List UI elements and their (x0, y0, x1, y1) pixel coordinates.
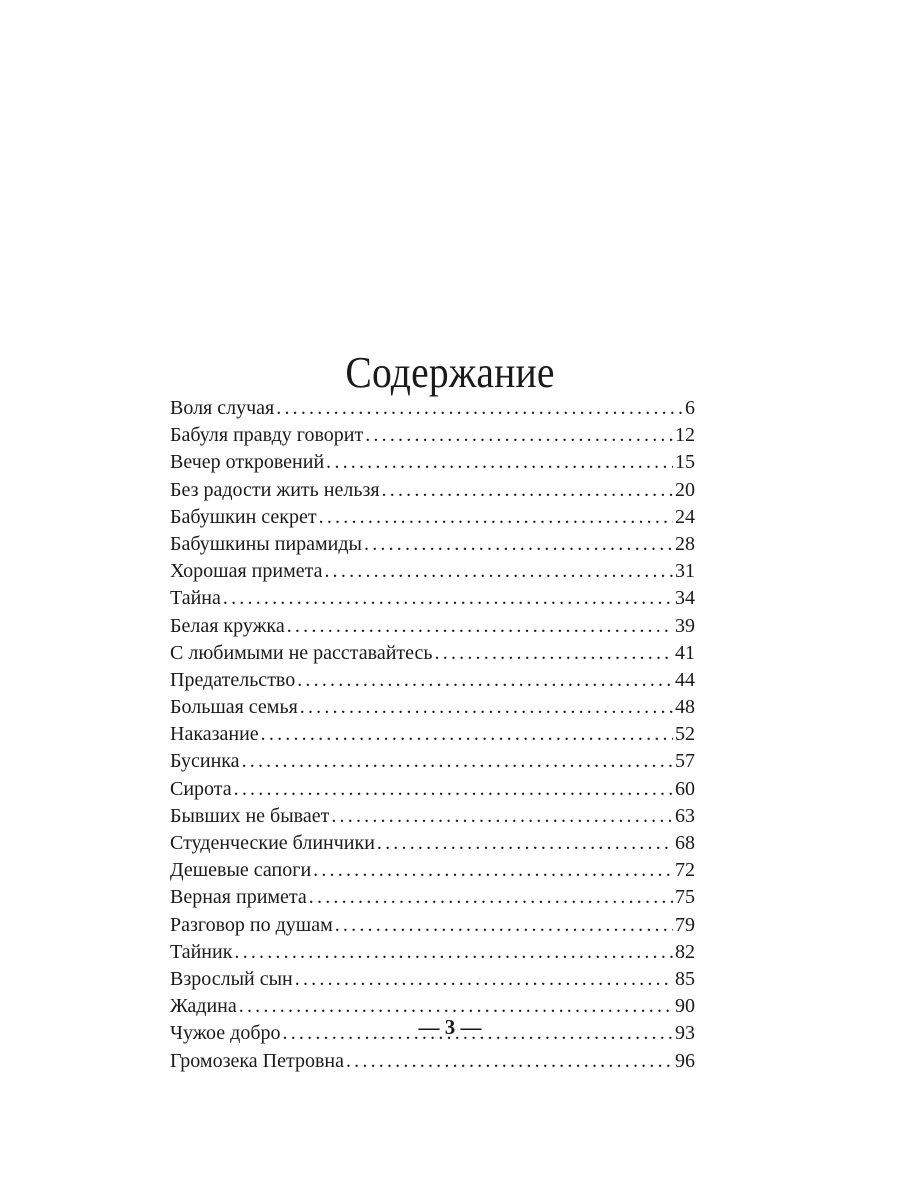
toc-entry (170, 776, 695, 803)
toc-entry-page: 39 (675, 614, 695, 637)
toc-entry-title: Воля случая (170, 397, 275, 419)
dot-leader (313, 857, 673, 884)
toc-entry-page: 6 (685, 397, 695, 419)
toc-entry (170, 449, 695, 476)
toc-entry-title: Бывших не бывает (170, 804, 330, 827)
toc-entry-page: 75 (675, 886, 695, 909)
dot-leader (242, 748, 673, 775)
toc-entry (170, 884, 695, 911)
toc-entry-title: Тайна (170, 587, 221, 610)
toc-entry-page: 31 (675, 560, 695, 583)
toc-entry (170, 613, 695, 640)
toc-entry-page: 28 (675, 532, 695, 555)
toc-entry-title: Хорошая примета (170, 560, 323, 583)
toc-entry (170, 640, 695, 667)
toc-entry (170, 504, 695, 531)
toc-entry-title: Дешевые сапоги (170, 859, 312, 882)
toc-entry-page: 41 (675, 641, 695, 664)
toc-entry (170, 803, 695, 830)
toc-entry-title: Бабушкины пирамиды (170, 532, 362, 555)
toc-entry (170, 748, 695, 775)
toc-entry-title: Громозека Петровна (170, 1049, 344, 1072)
toc-entry-title: Жадина (170, 995, 237, 1018)
dot-leader (297, 667, 673, 694)
toc-entry-page: 20 (675, 478, 695, 501)
toc-entry-page: 44 (675, 668, 695, 691)
toc-entry-page: 15 (675, 451, 695, 474)
toc-entry-page: 12 (675, 424, 695, 447)
toc-entry-page: 63 (675, 804, 695, 827)
toc-entry-page: 48 (675, 696, 695, 719)
toc-entry-title: Бабушкин секрет (170, 505, 317, 528)
toc-entry-page: 85 (675, 967, 695, 990)
dot-leader (346, 1048, 673, 1075)
toc-entry-page: 34 (675, 587, 695, 610)
dot-leader (335, 912, 673, 939)
toc-entry-title: Разговор по душам (170, 913, 333, 936)
toc-entry-title: Тайник (170, 940, 233, 963)
dot-leader (435, 640, 673, 667)
page-title: Содержание (345, 348, 555, 398)
toc-entry-page: 24 (675, 505, 695, 528)
dot-leader (234, 776, 673, 803)
toc-entry (170, 912, 695, 939)
dot-leader (276, 395, 683, 422)
toc-entry-title: С любимыми не расставайтесь (170, 641, 433, 664)
toc-entry-title: Верная примета (170, 886, 307, 909)
dot-leader (261, 721, 673, 748)
toc-entry-page: 52 (675, 723, 695, 746)
toc-entry-title: Бусинка (170, 750, 240, 773)
toc-entry (170, 694, 695, 721)
dot-leader (377, 830, 673, 857)
dot-leader (309, 884, 673, 911)
toc-entry-title: Предательство (170, 668, 296, 691)
toc-entry (170, 531, 695, 558)
page-number: — 3 — (418, 1015, 482, 1039)
toc-entry (170, 395, 695, 422)
toc-entry-title: Взрослый сын (170, 967, 293, 990)
toc-entry-page: 79 (675, 913, 695, 936)
table-of-contents (170, 395, 695, 1075)
toc-entry-page: 72 (675, 859, 695, 882)
toc-entry (170, 721, 695, 748)
dot-leader (287, 613, 673, 640)
toc-entry-title: Наказание (170, 723, 259, 746)
toc-entry-title: Без радости жить нельзя (170, 478, 380, 501)
dot-leader (223, 585, 673, 612)
toc-entry-title: Белая кружка (170, 614, 285, 637)
toc-entry-title: Вечер откровений (170, 451, 325, 474)
toc-entry-title: Бабуля правду говорит (170, 424, 364, 447)
dot-leader (326, 449, 673, 476)
toc-entry-page: 82 (675, 940, 695, 963)
toc-entry-page: 60 (675, 777, 695, 800)
toc-entry (170, 558, 695, 585)
toc-entry-title: Сирота (170, 777, 232, 800)
toc-entry-title: Студенческие блинчики (170, 832, 375, 854)
dot-leader (324, 558, 673, 585)
toc-entry-page: 57 (675, 750, 695, 773)
toc-entry-title: Чужое добро (170, 1022, 281, 1045)
dot-leader (382, 477, 673, 504)
toc-entry-page: 68 (675, 832, 695, 854)
toc-entry (170, 585, 695, 612)
dot-leader (295, 966, 673, 993)
dot-leader (365, 422, 673, 449)
dot-leader (331, 803, 673, 830)
toc-entry (170, 830, 695, 857)
toc-entry-page: 93 (675, 1022, 695, 1045)
toc-entry-page: 90 (675, 995, 695, 1018)
toc-entry (170, 1048, 695, 1075)
toc-entry-title: Большая семья (170, 696, 298, 719)
dot-leader (234, 939, 673, 966)
toc-entry (170, 966, 695, 993)
toc-entry (170, 857, 695, 884)
toc-entry (170, 477, 695, 504)
toc-entry (170, 667, 695, 694)
dot-leader (364, 531, 673, 558)
toc-entry (170, 939, 695, 966)
dot-leader (319, 504, 673, 531)
toc-entry-page: 96 (675, 1049, 695, 1072)
toc-entry (170, 422, 695, 449)
dot-leader (300, 694, 673, 721)
